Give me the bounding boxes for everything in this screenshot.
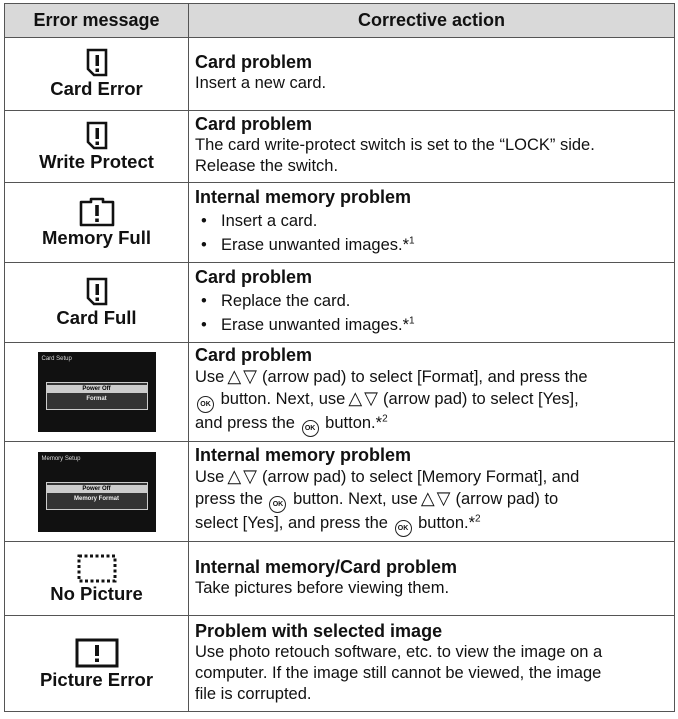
problem-title: Card problem xyxy=(195,267,313,287)
action-text: file is corrupted. xyxy=(195,684,312,703)
action-text: Take pictures before viewing them. xyxy=(195,578,450,597)
exclamation-card-icon xyxy=(85,121,109,151)
arrow-pad-icon: △▽ xyxy=(227,465,260,486)
problem-title: Card problem xyxy=(195,345,313,365)
error-name: Card Full xyxy=(56,306,137,328)
ok-button-icon: OK xyxy=(395,520,412,537)
camera-screen-image xyxy=(38,452,156,532)
bullet-item: • Erase unwanted images.*$^1$ xyxy=(201,235,415,254)
arrow-pad-icon: △▽ xyxy=(348,388,381,408)
error-cell xyxy=(5,183,189,263)
header-error-message: Error message xyxy=(5,4,189,38)
table-row xyxy=(5,111,675,183)
arrow-pad-icon: △▽ xyxy=(227,366,260,386)
ok-button-icon: OK xyxy=(269,496,286,513)
bullet-item: • Insert a card. xyxy=(201,212,318,230)
problem-title: Card problem xyxy=(195,52,313,72)
action-cell xyxy=(189,183,675,263)
footnote-mark: 2 xyxy=(475,513,481,524)
problem-title: Internal memory problem xyxy=(195,444,412,465)
error-cell xyxy=(5,616,189,712)
action-text: computer. If the image still cannot be viewed, the image xyxy=(195,663,602,682)
camera-screen-image xyxy=(38,352,156,432)
error-name: Card Error xyxy=(50,78,143,99)
action-cell: Card problem Use △▽ (arrow pad) to select [Format], and press the OK button. Next, use △▽ (arrow pad) to select [Yes], and press the OK button.*$^2$ xyxy=(189,343,675,442)
picture-error-icon xyxy=(74,637,120,669)
error-name: Picture Error xyxy=(39,668,154,690)
table-row xyxy=(5,343,675,442)
error-cell xyxy=(5,38,189,111)
error-cell xyxy=(5,111,189,183)
problem-title: Internal memory/Card problem xyxy=(195,556,458,577)
action-cell xyxy=(189,263,675,343)
bullet-item: • Replace the card. xyxy=(201,292,351,310)
ok-button-icon: OK xyxy=(197,396,214,413)
table-row xyxy=(5,616,675,712)
error-cell xyxy=(5,263,189,343)
screen-option-format: Format xyxy=(86,396,107,402)
action-cell xyxy=(189,542,675,616)
ok-button-icon: OK xyxy=(302,420,319,437)
bullet-item: • Erase unwanted images.*$^1$ xyxy=(201,315,415,334)
error-name: No Picture xyxy=(50,582,143,604)
exclamation-card-icon xyxy=(85,48,109,78)
table-row xyxy=(5,183,675,263)
dotted-frame-icon xyxy=(76,553,118,583)
problem-title: Card problem xyxy=(195,114,313,134)
action-text: The card write-protect switch is set to the “LOCK” side. xyxy=(195,136,595,154)
action-text: Use photo retouch software, etc. to view the image on a xyxy=(195,642,603,661)
table-row xyxy=(5,542,675,616)
table-header-row xyxy=(5,4,675,38)
error-name: Memory Full xyxy=(42,226,151,248)
screen-title: Memory Setup xyxy=(41,455,81,462)
error-cell xyxy=(5,442,189,542)
table-row xyxy=(5,38,675,111)
error-table xyxy=(4,3,675,712)
action-cell xyxy=(189,616,675,712)
footnote-mark: 2 xyxy=(382,413,388,425)
action-text: Insert a new card. xyxy=(195,74,327,92)
screen-option-power-off: Power Off xyxy=(46,485,148,493)
footnote-mark: 1 xyxy=(409,235,415,247)
action-cell xyxy=(189,38,675,111)
exclamation-card-icon xyxy=(85,277,109,307)
action-cell xyxy=(189,111,675,183)
footnote-mark: 1 xyxy=(409,315,415,327)
header-corrective-action: Corrective action xyxy=(189,4,675,38)
table-row xyxy=(5,442,675,542)
screen-option-power-off: Power Off xyxy=(46,385,148,393)
memory-exclamation-icon xyxy=(77,197,117,227)
problem-title: Internal memory problem xyxy=(195,187,412,207)
error-cell xyxy=(5,542,189,616)
problem-title: Problem with selected image xyxy=(195,620,443,641)
arrow-pad-icon: △▽ xyxy=(420,487,453,508)
error-cell xyxy=(5,343,189,442)
screen-option-memory-format: Memory Format xyxy=(73,495,119,502)
screen-title: Card Setup xyxy=(41,356,72,362)
error-name: Write Protect xyxy=(39,150,154,172)
action-text: Release the switch. xyxy=(195,157,339,175)
table-row xyxy=(5,263,675,343)
action-cell: Internal memory problem Use △▽ (arrow pad) to select [Memory Format], and press the OK button. Next, use △▽ (arrow pad) to select [Yes], and press the OK button.*$^2$ xyxy=(189,442,675,542)
